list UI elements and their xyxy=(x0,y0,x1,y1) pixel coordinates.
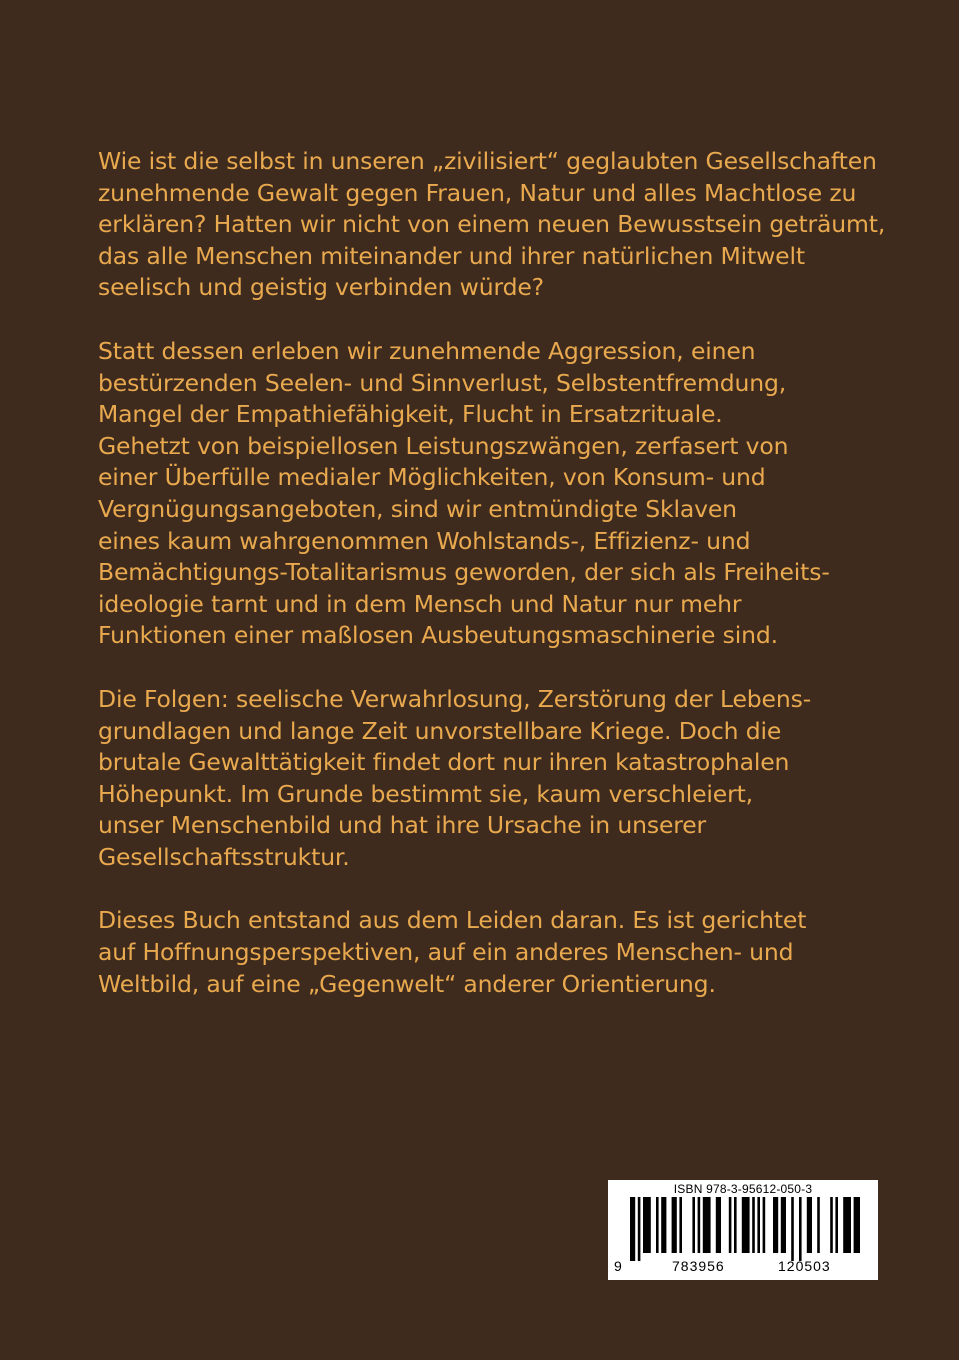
barcode-bar xyxy=(781,1197,786,1253)
isbn-digits-right: 120503 xyxy=(778,1258,831,1274)
text-line: grundlagen und lange Zeit unvorstellbare Kriege. Doch die xyxy=(98,716,782,745)
barcode-bar xyxy=(630,1197,635,1261)
text-line: Weltbild, auf eine „Gegenwelt“ anderer Orientierung. xyxy=(98,969,716,998)
barcode-bar xyxy=(742,1197,750,1253)
barcode-bar xyxy=(692,1197,695,1253)
barcode-bar xyxy=(643,1197,651,1253)
barcode-bar xyxy=(791,1197,794,1261)
barcode-bar xyxy=(807,1197,812,1253)
barcode-bar xyxy=(757,1197,760,1253)
barcode-bar xyxy=(729,1197,732,1253)
text-line: das alle Menschen miteinander und ihrer natürlichen Mitwelt xyxy=(98,241,805,270)
isbn-label: ISBN 978-3-95612-050-3 xyxy=(673,1182,813,1196)
text-line: Wie ist die selbst in unseren „zivilisiert“ geglaubten Gesellschaften xyxy=(98,147,877,175)
barcode-bar xyxy=(854,1197,860,1253)
barcode-bar xyxy=(763,1197,766,1253)
barcode-bar xyxy=(773,1197,778,1253)
isbn-digits-left: 783956 xyxy=(672,1258,725,1274)
text-line: unser Menschenbild und hat ihre Ursache in unserer xyxy=(98,811,707,840)
text-line: Funktionen einer maßlosen Ausbeutungsmaschinerie sind. xyxy=(98,621,778,650)
barcode-bar xyxy=(661,1197,666,1253)
barcode-bar xyxy=(679,1197,682,1253)
barcode-icon xyxy=(630,1197,860,1261)
paragraph-2 xyxy=(98,336,898,652)
barcode-bar xyxy=(817,1197,820,1253)
text-line: Vergnügungsangeboten, sind wir entmündigte Sklaven xyxy=(98,494,737,523)
text-line: auf Hoffnungsperspektiven, auf ein anderes Menschen- und xyxy=(98,938,794,967)
barcode-bar xyxy=(672,1197,677,1253)
text-line: einer Überfülle medialer Möglichkeiten, von Konsum- und xyxy=(98,463,766,492)
text-line: bestürzenden Seelen- und Sinnverlust, Selbstentfremdung, xyxy=(98,368,787,397)
text-line: eines kaum wahrgenommen Wohlstands-, Effizienz- und xyxy=(98,526,751,555)
barcode-bar xyxy=(734,1197,737,1253)
barcode-bar xyxy=(698,1197,701,1253)
barcode-bar xyxy=(799,1197,802,1261)
isbn-digit-first: 9 xyxy=(614,1258,623,1274)
text-line: ideologie tarnt und in dem Mensch und Natur nur mehr xyxy=(98,589,742,618)
text-line: erklären? Hatten wir nicht von einem neuen Bewusstsein geträumt, xyxy=(98,210,886,239)
isbn-barcode-box xyxy=(608,1180,878,1280)
barcode-bar xyxy=(830,1197,833,1253)
barcode-bar xyxy=(638,1197,641,1261)
barcode-bar xyxy=(656,1197,659,1253)
text-line: Mangel der Empathiefähigkeit, Flucht in Ersatzrituale. xyxy=(98,400,723,429)
text-line: zunehmende Gewalt gegen Frauen, Natur und alles Machtlose zu xyxy=(98,178,857,207)
text-line: brutale Gewalttätigkeit findet dort nur ihren katastrophalen xyxy=(98,748,790,777)
paragraph-3 xyxy=(98,684,898,874)
text-line: Höhepunkt. Im Grunde bestimmt sie, kaum verschleiert, xyxy=(98,779,753,808)
barcode-bar xyxy=(703,1197,711,1253)
paragraph-4 xyxy=(98,905,898,1000)
text-line: Dieses Buch entstand aus dem Leiden daran. Es ist gerichtet xyxy=(98,906,807,935)
barcode-bar xyxy=(752,1197,755,1253)
text-line: Gesellschaftsstruktur. xyxy=(98,842,350,871)
text-line: Bemächtigungs-Totalitarismus geworden, der sich als Freiheits- xyxy=(98,558,830,587)
text-line: Statt dessen erleben wir zunehmende Aggression, einen xyxy=(98,336,756,365)
barcode-bar xyxy=(843,1197,851,1253)
text-line: Gehetzt von beispiellosen Leistungszwängen, zerfasert von xyxy=(98,431,789,460)
back-cover-text xyxy=(98,146,898,1032)
barcode-bar xyxy=(835,1197,838,1253)
barcode-bar xyxy=(716,1197,721,1253)
text-line: seelisch und geistig verbinden würde? xyxy=(98,273,544,302)
text-line: Die Folgen: seelische Verwahrlosung, Zerstörung der Lebens- xyxy=(98,684,812,713)
paragraph-1 xyxy=(98,146,898,304)
